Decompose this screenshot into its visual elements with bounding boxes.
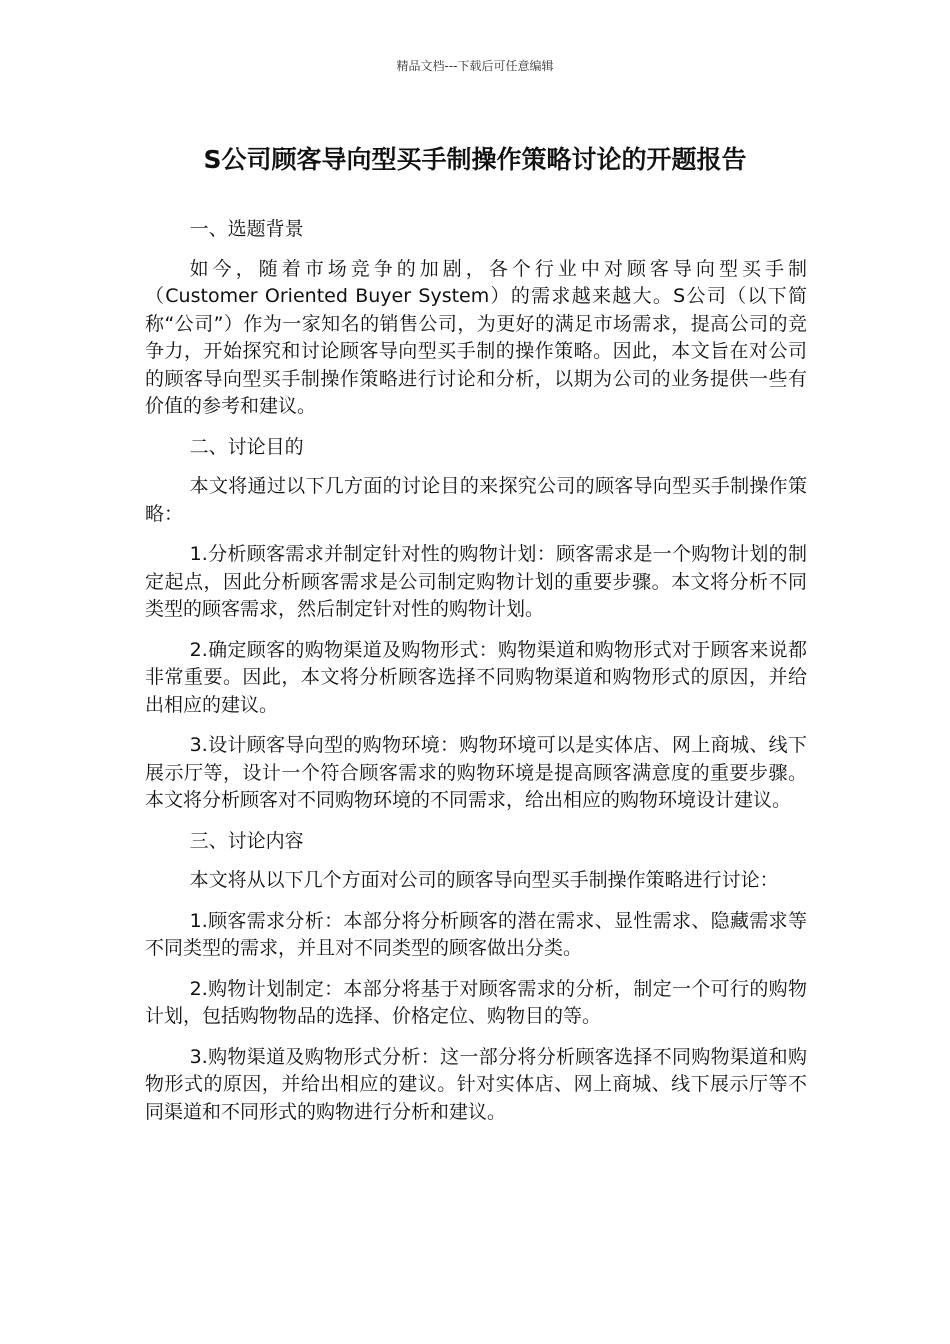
paragraph-purpose-intro: 本文将通过以下几方面的讨论目的来探究公司的顾客导向型买手制操作策略： (145, 475, 807, 525)
paragraph-purpose-item-2: 2.确定顾客的购物渠道及购物形式：购物渠道和购物形式对于顾客来说都非常重要。因此，本文将分析顾客选择不同购物渠道和购物形式的原因，并给出相应的建议。 (145, 638, 807, 716)
paragraph-content-item-1: 1.顾客需求分析：本部分将分析顾客的潜在需求、显性需求、隐藏需求等不同类型的需求，并且对不同类型的顾客做出分类。 (145, 909, 807, 959)
section-heading-purpose: 二、讨论目的 (189, 435, 304, 458)
paragraph-content-item-2: 2.购物计划制定：本部分将基于对顾客需求的分析，制定一个可行的购物计划，包括购物物品的选择、价格定位、购物目的等。 (145, 977, 807, 1027)
paragraph-purpose-item-3: 3.设计顾客导向型的购物环境：购物环境可以是实体店、网上商城、线下展示厅等，设计一个符合顾客需求的购物环境是提高顾客满意度的重要步骤。本文将分析顾客对不同购物环境的不同需求，给出相应的购物环境设计建议。 (145, 734, 807, 811)
page-header: 精品文档---下载后可任意编辑 (396, 59, 554, 73)
paragraph-purpose-item-1: 1.分析顾客需求并制定针对性的购物计划：顾客需求是一个购物计划的制定起点，因此分析顾客需求是公司制定购物计划的重要步骤。本文将分析不同类型的顾客需求，然后制定针对性的购物计划。 (145, 543, 807, 620)
section-heading-content: 三、讨论内容 (189, 829, 304, 852)
document-title: S公司顾客导向型买手制操作策略讨论的开题报告 (203, 145, 747, 174)
paragraph-content-intro: 本文将从以下几个方面对公司的顾客导向型买手制操作策略进行讨论： (189, 869, 779, 891)
paragraph-content-item-3: 3.购物渠道及购物形式分析：这一部分将分析顾客选择不同购物渠道和购物形式的原因，并给出相应的建议。针对实体店、网上商城、线下展示厅等不同渠道和不同形式的购物进行分析和建议。 (145, 1045, 807, 1123)
section-heading-background: 一、选题背景 (189, 218, 304, 240)
document-body (145, 216, 807, 1139)
paragraph-background: 如今，随着市场竞争的加剧，各个行业中对顾客导向型买手制（Customer Oriented Buyer System）的需求越来越大。S公司（以下简称“公司”）作为一家知名的销售公司，为更好的满足市场需求，提高公司的竞争力，开始探究和讨论顾客导向型买手制的操作策略。因此，本文旨在对公司的顾客导向型买手制操作策略进行讨论和分析，以期为公司的业务提供一些有价值的参考和建议。 (145, 257, 807, 417)
